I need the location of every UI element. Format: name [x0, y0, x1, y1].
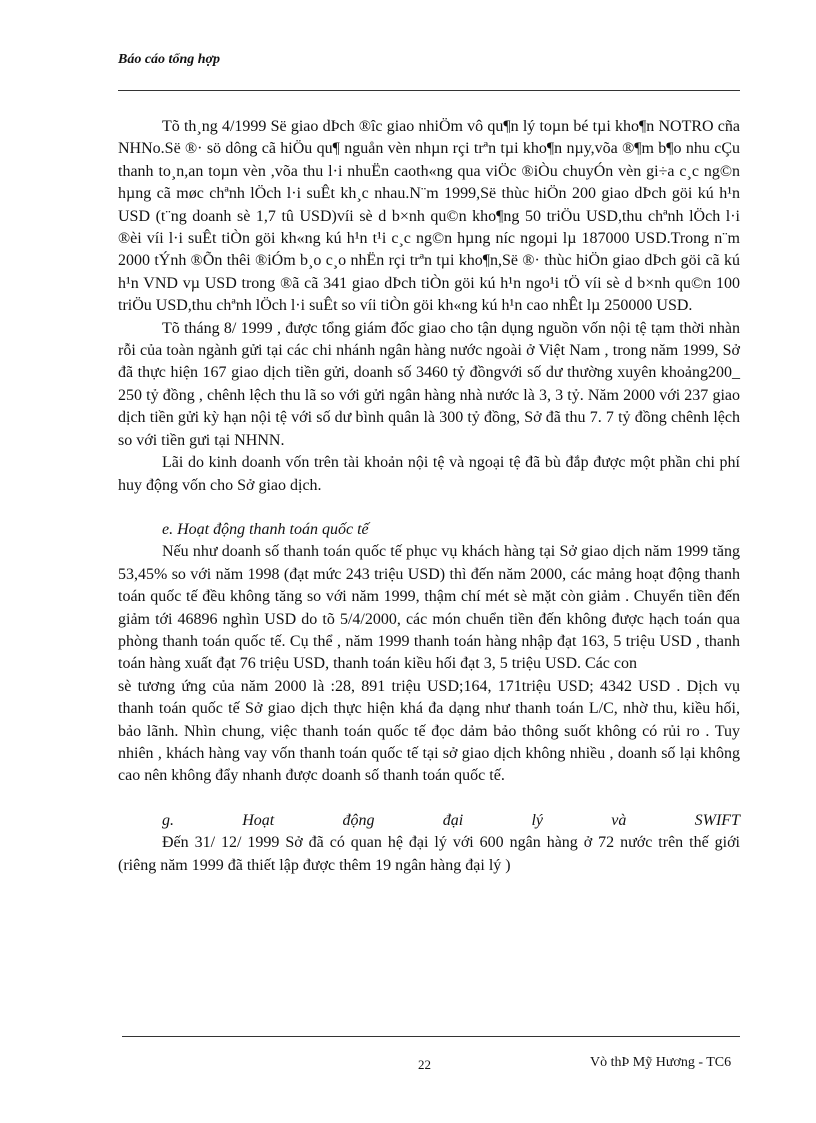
section-g-word: động: [342, 811, 375, 829]
section-e-paragraph-2: sè tương ứng của năm 2000 là :28, 891 triệu USD;164, 171triệu USD; 4342 USD . Dịch vụ thanh toán quốc tế Sở giao dịch thực hiện khá đa dạng như thanh toán L/C, nhờ thu, kiều hối, bảo lãnh. Nhìn chung, việc thanh toán quốc tế đọc dảm bảo thông suốt không có rủi ro . Tuy nhiên , khách hàng vay vốn thanh toán quốc tế tại sở giao dịch không nhiều , doanh số lại không cao nên không đẩy nhanh được doanh số thanh toán quốc tế.: [118, 677, 740, 785]
paragraph-local-currency: Tõ tháng 8/ 1999 , được tổng giám đốc giao cho tận dụng nguồn vốn nội tệ tạm thời nhàn rỗi của toàn ngành gửi tại các chi nhánh ngân hàng nước ngoài ở Việt Nam , trong năm 1999, Sở đã thực hiện 167 giao dịch tiền gửi, doanh số 3460 tỷ đồngvới số dư thường xuyên khoảng200_ 250 tỷ đồng , chênh lệch thu lã so với gửi ngân hàng nhà nước là 3, 3 tỷ. Năm 2000 với 237 giao dịch tiền gửi kỳ hạn nội tệ với số dư bình quân là 300 tỷ đồng, Sở đã thu 7. 7 tỷ đồng chênh lệch so với tiền gưi tại NHNN.: [118, 319, 740, 449]
section-g-paragraph-1: Đến 31/ 12/ 1999 Sở đã có quan hệ đại lý với 600 ngân hàng ở 72 nước trên thế giới (riêng năm 1999 đã thiết lập được thêm 19 ngân hàng đại lý ): [118, 834, 740, 874]
spacer: [118, 788, 740, 810]
section-g-word: lý: [531, 811, 543, 829]
footer-author: Vò thÞ Mỹ Hương - TC6: [590, 1055, 732, 1070]
section-g-title: [118, 810, 740, 832]
header-divider: [118, 90, 740, 91]
section-g-word: Hoạt: [242, 811, 275, 829]
spacer: [118, 497, 740, 519]
section-g-word: và: [611, 811, 627, 829]
paragraph-interest: Lãi do kinh doanh vốn trên tài khoản nội tệ và ngoại tệ đã bù đắp được một phần chi phí huy động vốn cho Sở giao dịch.: [118, 454, 740, 494]
report-header-title: Báo cáo tổng hợp: [118, 52, 221, 67]
footer-divider: [122, 1036, 740, 1037]
section-e-title: e. Hoạt động thanh toán quốc tế: [162, 520, 369, 538]
section-e-paragraph-1: Nếu như doanh số thanh toán quốc tế phục vụ khách hàng tại Sở giao dịch năm 1999 tăng 53,45% so với năm 1998 (đạt mức 243 triệu USD) thì đến năm 2000, các mảng hoạt động thanh toán quốc tế đều không tăng so với năm 1999, thậm chí mét sè mặt còn giảm . Chuyển tiền đến giảm tới 46896 nghìn USD do tõ 5/4/2000, các món chuển tiền đến không được hạch toán qua phòng thanh toán quốc tế. Cụ thể , năm 1999 thanh toán hàng nhập đạt 163, 5 triệu USD , thanh toán hàng xuất đạt 76 triệu USD, thanh toán kiều hối đạt 3, 5 triệu USD. Các con: [118, 543, 740, 673]
paragraph-nostro: Tõ th¸ng 4/1999 Së giao dÞch ®îc giao nhiÖm vô qu¶n lý toµn bé tµi kho¶n NOTRO cña NHNo.Së ®· sö dông cã hiÖu qu¶ nguån vèn nhµn rçi trªn tµi kho¶n nµy,võa ®¶m b¶o nhu cÇu thanh to¸n,an toµn vèn ,võa thu l·i nhuËn caoth«ng qua viÖc ®iÒu chuyÓn vèn gi÷a c¸c ng©n hµng cã møc chªnh lÖch l·i suÊt kh¸c nhau.N¨m 1999,Së thùc hiÖn 200 giao dÞch göi kú h¹n USD (t¨ng doanh sè 1,7 tû USD)víi sè d b×nh qu©n kho¶ng 50 triÖu USD,thu chªnh lÖch l·i ®èi víi l·i suÊt tiÒn göi kh«ng kú h¹n t¹i c¸c ng©n hµng níc ngoµi lµ 187000 USD.Trong n¨m 2000 tÝnh ®Õn thêi ®iÓm b¸o c¸o nhËn rçi trªn tµi kho¶n,Së ®· thùc hiÖn giao dÞch göi cã kú h¹n VND vµ USD trong ®ã cã 341 giao dÞch tiÒn göi kú h¹n ngo¹i tÖ víi sè d b×nh qu©n 100 triÖu USD,thu chªnh lÖch l·i suÊt so víi tiÒn göi kh«ng kú h¹n cao nhÊt lµ 250000 USD.: [118, 118, 740, 315]
document-body: [118, 116, 740, 877]
section-g-word: SWIFT: [694, 811, 740, 829]
section-g-word: g.: [162, 811, 174, 829]
page-number: 22: [418, 1057, 431, 1072]
section-g-word: đại: [442, 811, 464, 829]
